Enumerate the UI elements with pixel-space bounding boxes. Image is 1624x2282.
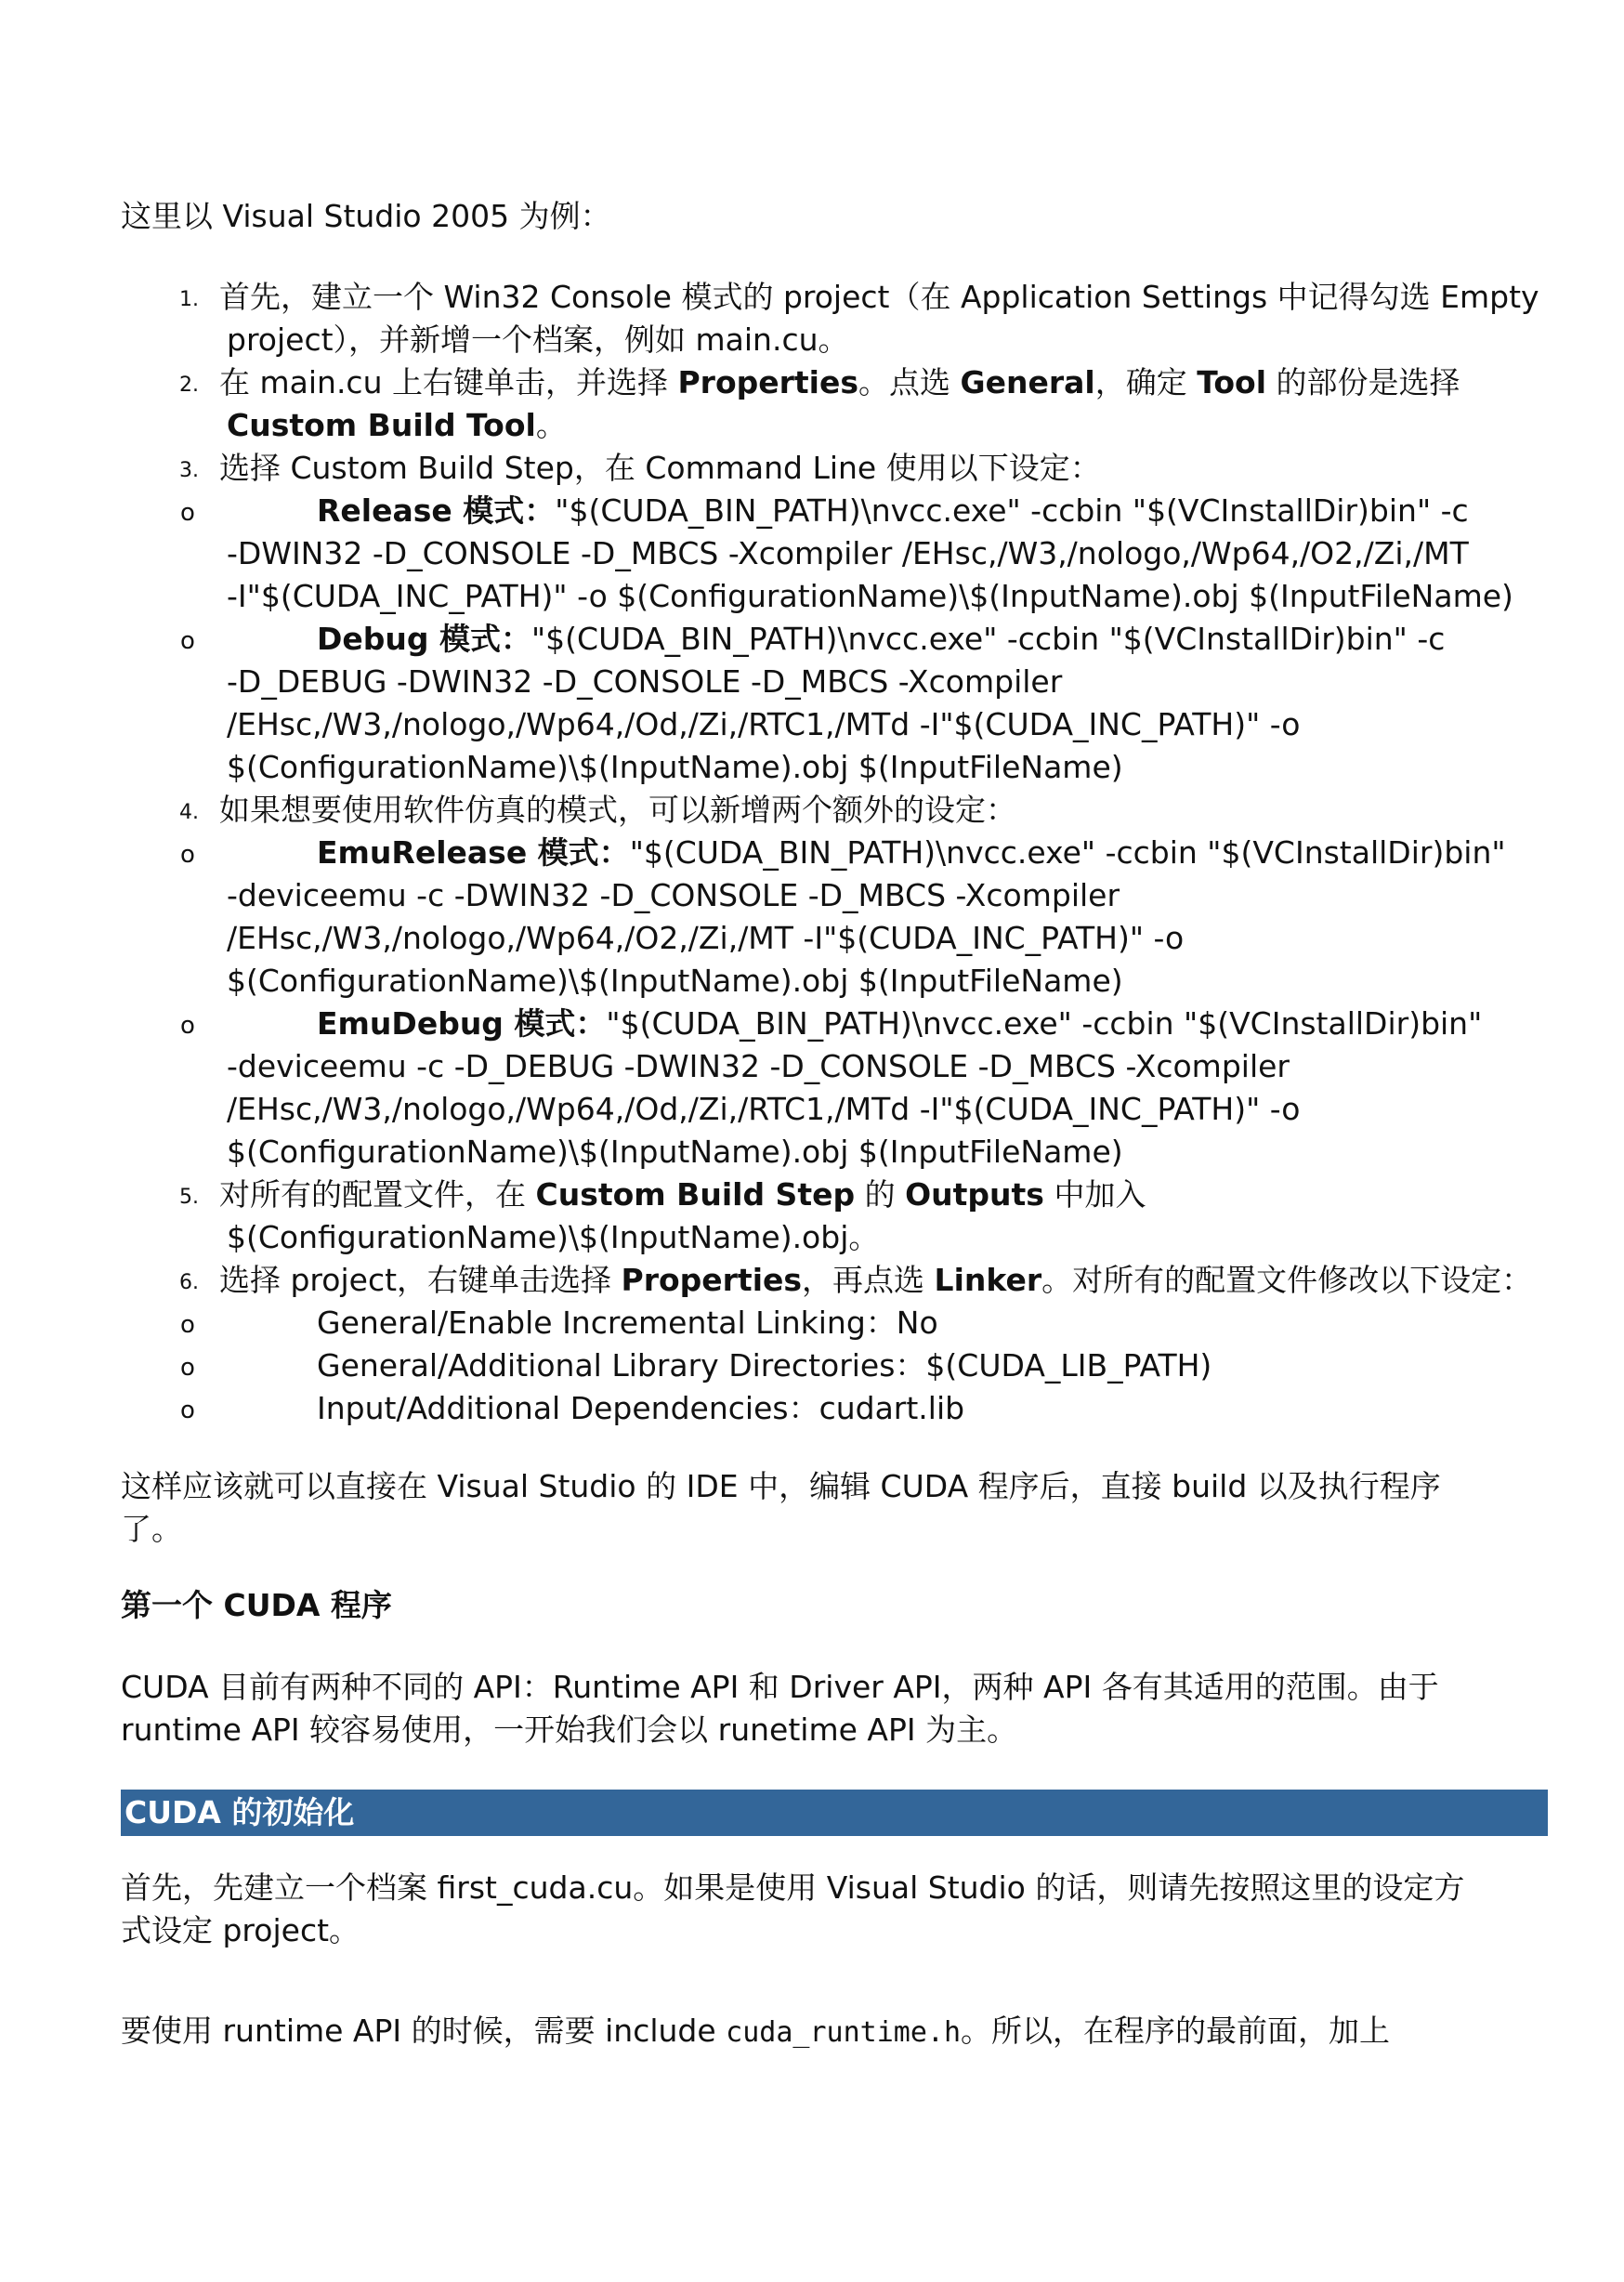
step-5-line-2: $(ConfigurationName)\$(InputName).obj。 xyxy=(227,1219,880,1255)
emurelease-line-4: $(ConfigurationName)\$(InputName).obj $(InputFileName) xyxy=(227,963,1123,999)
step-2-number: 2. xyxy=(179,374,199,397)
linker-item-text: Input/Additional Dependencies：cudart.lib xyxy=(317,1390,965,1426)
emurelease-bullet: o xyxy=(180,841,195,869)
step-2-line-1: 在 main.cu 上右键单击，并选择 Properties。点选 General，确定 Tool 的部份是选择 xyxy=(219,364,1460,400)
linker-item-bullet: o xyxy=(180,1354,195,1382)
api-paragraph-line-1: CUDA 目前有两种不同的 API：Runtime API 和 Driver API，两种 API 各有其适用的范围。由于 xyxy=(121,1669,1439,1705)
linker-item-text: General/Additional Library Directories：$(CUDA_LIB_PATH) xyxy=(317,1347,1212,1384)
first-paragraph-line-2: 式设定 project。 xyxy=(121,1912,360,1948)
emudebug-line-1: EmuDebug 模式："$(CUDA_BIN_PATH)\nvcc.exe" -ccbin "$(VCInstallDir)bin" xyxy=(317,1005,1483,1042)
emudebug-line-4: $(ConfigurationName)\$(InputName).obj $(InputFileName) xyxy=(227,1134,1123,1170)
step-1-number: 1. xyxy=(179,288,199,311)
emurelease-line-3: /EHsc,/W3,/nologo,/Wp64,/O2,/Zi,/MT -I"$(CUDA_INC_PATH)" -o xyxy=(227,920,1185,956)
release-bullet: o xyxy=(180,499,195,527)
section-heading: 第一个 CUDA 程序 xyxy=(121,1587,392,1623)
step-5-number: 5. xyxy=(179,1186,199,1209)
release-line-2: -DWIN32 -D_CONSOLE -D_MBCS -Xcompiler /EHsc,/W3,/nologo,/Wp64,/O2,/Zi,/MT xyxy=(227,535,1469,571)
section-title-bar: CUDA 的初始化 xyxy=(121,1790,1548,1836)
linker-item-text: General/Enable Incremental Linking：No xyxy=(317,1305,938,1341)
debug-bullet: o xyxy=(180,627,195,655)
first-paragraph-line-1: 首先，先建立一个档案 first_cuda.cu。如果是使用 Visual Studio 的话，则请先按照这里的设定方 xyxy=(121,1869,1465,1906)
step-4-number: 4. xyxy=(179,801,199,824)
emudebug-line-2: -deviceemu -c -D_DEBUG -DWIN32 -D_CONSOLE -D_MBCS -Xcompiler xyxy=(227,1048,1290,1084)
emudebug-bullet: o xyxy=(180,1012,195,1040)
step-6-line-1: 选择 project，右键单击选择 Properties，再点选 Linker。对所有的配置文件修改以下设定： xyxy=(219,1262,1533,1298)
step-1-line-1: 首先，建立一个 Win32 Console 模式的 project（在 Application Settings 中记得勾选 Empty xyxy=(219,279,1539,315)
debug-line-1: Debug 模式："$(CUDA_BIN_PATH)\nvcc.exe" -ccbin "$(VCInstallDir)bin" -c xyxy=(317,621,1446,657)
step-4-text: 如果想要使用软件仿真的模式，可以新增两个额外的设定： xyxy=(219,792,1016,828)
debug-line-4: $(ConfigurationName)\$(InputName).obj $(InputFileName) xyxy=(227,749,1123,785)
api-paragraph-line-2: runtime API 较容易使用，一开始我们会以 runetime API 为主。 xyxy=(121,1712,1018,1748)
emurelease-line-2: -deviceemu -c -DWIN32 -D_CONSOLE -D_MBCS -Xcompiler xyxy=(227,877,1120,913)
debug-line-3: /EHsc,/W3,/nologo,/Wp64,/Od,/Zi,/RTC1,/MTd -I"$(CUDA_INC_PATH)" -o xyxy=(227,706,1301,742)
emudebug-line-3: /EHsc,/W3,/nologo,/Wp64,/Od,/Zi,/RTC1,/MTd -I"$(CUDA_INC_PATH)" -o xyxy=(227,1091,1301,1127)
release-line-1: Release 模式："$(CUDA_BIN_PATH)\nvcc.exe" -ccbin "$(VCInstallDir)bin" -c xyxy=(317,492,1469,529)
debug-line-2: -D_DEBUG -DWIN32 -D_CONSOLE -D_MBCS -Xcompiler xyxy=(227,663,1063,700)
include-paragraph: 要使用 runtime API 的时候，需要 include cuda_runtime.h。所以，在程序的最前面，加上 xyxy=(121,2013,1391,2049)
step-1-line-2: project），并新增一个档案，例如 main.cu。 xyxy=(227,321,849,358)
linker-item-bullet: o xyxy=(180,1311,195,1339)
step-6-number: 6. xyxy=(179,1271,199,1294)
release-line-3: -I"$(CUDA_INC_PATH)" -o $(ConfigurationName)\$(InputName).obj $(InputFileName) xyxy=(227,578,1513,614)
step-5-line-1: 对所有的配置文件，在 Custom Build Step 的 Outputs 中加入 xyxy=(219,1176,1146,1213)
summary-line-2: 了。 xyxy=(121,1511,182,1547)
linker-item-bullet: o xyxy=(180,1397,195,1424)
intro-text: 这里以 Visual Studio 2005 为例： xyxy=(121,198,611,234)
step-3-text: 选择 Custom Build Step，在 Command Line 使用以下设定： xyxy=(219,450,1101,486)
step-2-line-2: Custom Build Tool。 xyxy=(227,407,567,443)
summary-line-1: 这样应该就可以直接在 Visual Studio 的 IDE 中，编辑 CUDA 程序后，直接 build 以及执行程序 xyxy=(121,1468,1441,1504)
step-3-number: 3. xyxy=(179,459,199,482)
inline-code: cuda_runtime.h xyxy=(726,2016,962,2049)
emurelease-line-1: EmuRelease 模式："$(CUDA_BIN_PATH)\nvcc.exe" -ccbin "$(VCInstallDir)bin" xyxy=(317,834,1506,871)
